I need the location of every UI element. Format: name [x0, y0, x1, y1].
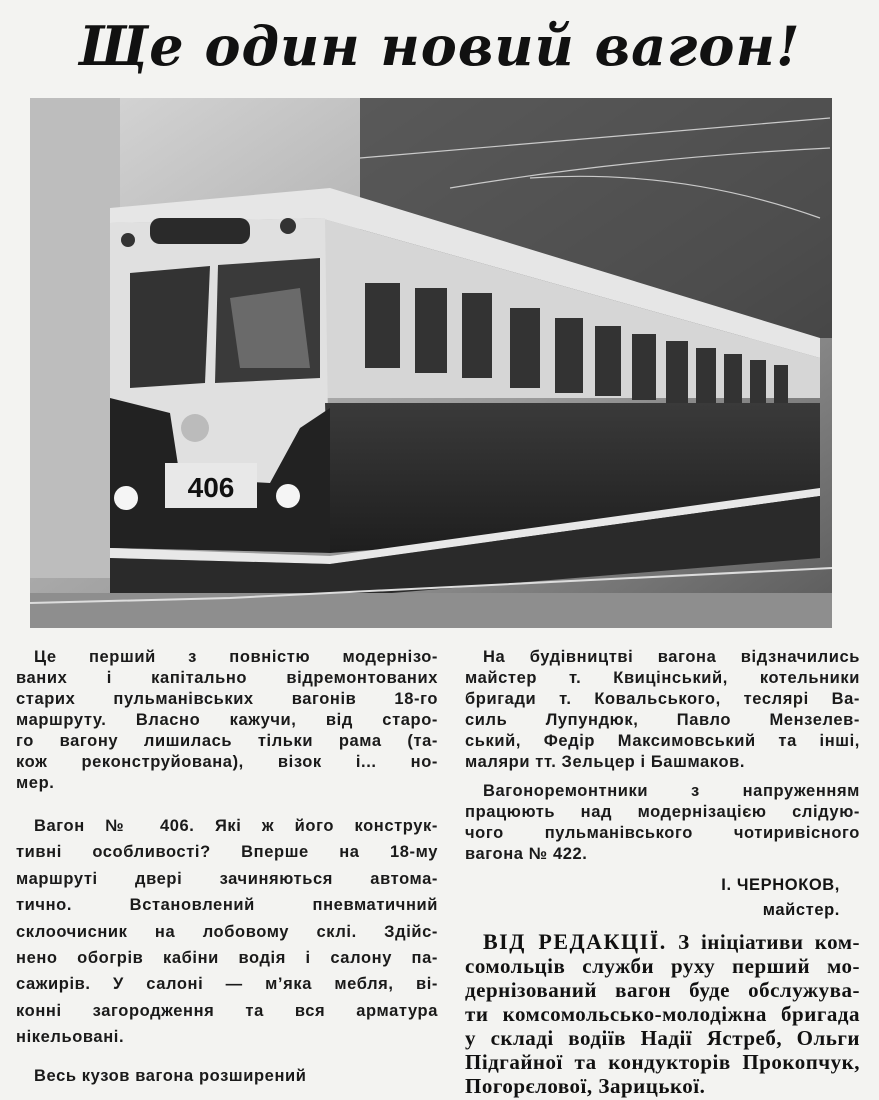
text-line: Весь кузов вагона розширений: [34, 1067, 307, 1085]
tram-photo: [30, 98, 832, 628]
text-line: склоочисник на лобовому склі. Здійс-: [16, 922, 438, 941]
text-line: [465, 930, 860, 954]
text-line: у складі водіїв Надії Ястреб, Ольги: [465, 1026, 860, 1050]
text-line: чого пульманівського чотиривісного: [465, 824, 860, 842]
editorial-first-line: З ініціативи ком-: [678, 930, 860, 954]
text-line: Погорєлової, Зарицької.: [465, 1074, 706, 1098]
text-line: маршруті двері зачиняються автома-: [16, 869, 438, 888]
text-line: нено обогрів кабіни водія і салону па-: [16, 948, 438, 967]
text-line: тично. Встановлений пневматичний: [16, 896, 438, 915]
right-column: [465, 647, 860, 865]
editorial-note: [465, 930, 860, 1098]
author-name: І. ЧЕРНОКОВ,: [721, 876, 840, 894]
paragraph-intro: [16, 647, 438, 794]
text-line: На будівництві вагона відзначились: [483, 648, 860, 666]
text-line: маляри тт. Зельцер і Башмаков.: [465, 753, 746, 771]
text-line: старих пульманівських вагонів 18-го: [16, 690, 438, 708]
left-column: [16, 647, 438, 794]
text-line: кож реконструйована), візок і... но-: [16, 753, 438, 771]
headline: Ще один новий вагон!: [78, 14, 801, 78]
text-line: ваних і капітально відремонтованих: [16, 669, 438, 687]
text-line: ський, Федір Максимовський та інші,: [465, 732, 860, 750]
text-line: дернізований вагон буде обслужува-: [465, 978, 860, 1002]
text-line: силь Лупундюк, Павло Мензелев-: [465, 711, 860, 729]
text-line: конні загородження та вся арматура: [16, 1001, 438, 1020]
text-line: Підгайної та кондукторів Прокопчук,: [465, 1050, 860, 1074]
text-line: Це перший з повністю модернізо-: [34, 648, 438, 666]
text-line: маршруту. Власно кажучи, від старо-: [16, 711, 438, 729]
text-line: вагона № 422.: [465, 845, 588, 863]
paragraph-features: [16, 813, 438, 1051]
number-plate: 406: [187, 472, 235, 503]
text-line: нікельовані.: [16, 1028, 125, 1047]
text-line: мер.: [16, 774, 55, 792]
editorial-lead: ВІД РЕДАКЦІЇ.: [483, 929, 667, 954]
text-line: Вагон № 406. Які ж його конструк-: [34, 817, 438, 835]
text-line: працюють над модернізацією слідую-: [465, 803, 860, 821]
paragraph-body: [16, 1066, 438, 1087]
text-line: го вагону лишилась тільки рама (та-: [16, 732, 438, 750]
text-line: сомольців служби руху перший мо-: [465, 954, 860, 978]
text-line: Вагоноремонтники з напруженням: [483, 782, 860, 800]
text-line: ти комсомольсько-молодіжна бригада: [465, 1002, 860, 1026]
author-title: майстер.: [762, 901, 840, 919]
text-line: бригади т. Ковальського, теслярі Ва-: [465, 690, 860, 708]
text-line: сажирів. У салоні — м’яка мебля, ві-: [16, 975, 438, 994]
text-line: майстер т. Квицінський, котельники: [465, 669, 860, 687]
text-line: тивні особливості? Вперше на 18-му: [16, 843, 438, 862]
